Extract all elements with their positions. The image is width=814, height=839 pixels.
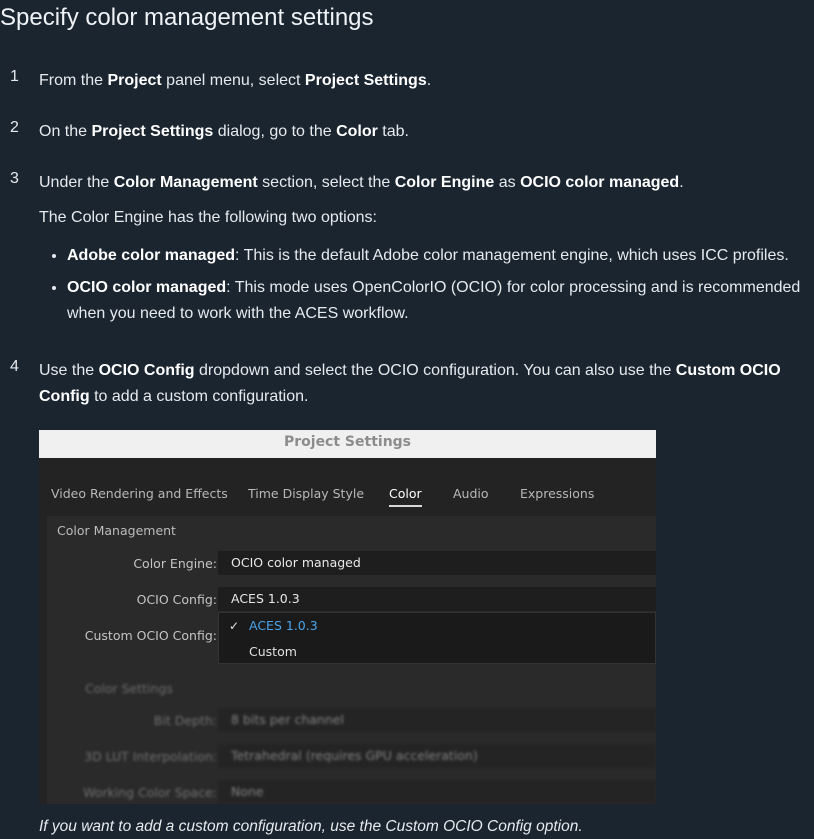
step-text: Use the OCIO Config dropdown and select the OCIO configuration. You can also use the Custom OCIO Config to add a custom configuration.	[39, 362, 781, 405]
tab-time-display[interactable]: Time Display Style	[248, 486, 365, 501]
step-text: On the Project Settings dialog, go to the Color tab.	[39, 123, 409, 140]
lut-interpolation-label: 3D LUT Interpolation:	[84, 749, 217, 764]
engine-intro: The Color Engine has the following two options:	[39, 209, 377, 226]
bit-depth-label: Bit Depth:	[153, 713, 217, 728]
ocio-config-label: OCIO Config:	[136, 592, 217, 607]
tab-expressions[interactable]: Expressions	[520, 486, 595, 501]
ocio-config-dropdown[interactable]: ACES 1.0.3	[218, 587, 656, 611]
step-number: 3	[10, 170, 19, 187]
step-number: 1	[10, 68, 19, 85]
menu-item-custom[interactable]: Custom	[249, 644, 297, 659]
custom-ocio-config-label: Custom OCIO Config:	[84, 628, 217, 643]
page-title: Specify color management settings	[0, 4, 374, 31]
option-ocio: • OCIO color managed: This mode uses OpenColorIO (OCIO) for color processing and is recommended when you need to work with the ACES workflow.	[67, 275, 807, 327]
dialog-title: Project Settings	[39, 430, 656, 458]
color-settings-heading: Color Settings	[85, 681, 173, 696]
tab-color[interactable]: Color	[389, 486, 422, 501]
caption: If you want to add a custom configuration, use the Custom OCIO Config option.	[39, 818, 583, 835]
ocio-config-menu	[218, 612, 656, 664]
step-text: Under the Color Management section, select the Color Engine as OCIO color managed.	[39, 174, 684, 191]
option-adobe: • Adobe color managed: This is the default Adobe color management engine, which uses ICC profiles.	[67, 243, 807, 269]
active-tab-indicator	[389, 505, 422, 507]
project-settings-dialog	[39, 430, 656, 804]
engine-options-list	[39, 243, 807, 333]
menu-item-aces[interactable]: ACES 1.0.3	[249, 618, 318, 633]
tab-video-rendering[interactable]: Video Rendering and Effects	[51, 486, 228, 501]
color-engine-label: Color Engine:	[133, 556, 217, 571]
working-color-space-label: Working Color Space:	[83, 785, 217, 800]
step-text: From the Project panel menu, select Project Settings.	[39, 72, 432, 89]
bit-depth-dropdown[interactable]: 8 bits per channel	[218, 708, 656, 732]
color-engine-dropdown[interactable]: OCIO color managed	[218, 551, 656, 575]
color-management-heading: Color Management	[57, 523, 176, 538]
step-number: 4	[10, 358, 19, 375]
checkmark-icon: ✓	[229, 619, 240, 633]
tab-audio[interactable]: Audio	[453, 486, 489, 501]
step-number: 2	[10, 119, 19, 136]
lut-interpolation-dropdown[interactable]: Tetrahedral (requires GPU acceleration)	[218, 744, 656, 768]
working-color-space-dropdown[interactable]: None	[218, 780, 656, 804]
